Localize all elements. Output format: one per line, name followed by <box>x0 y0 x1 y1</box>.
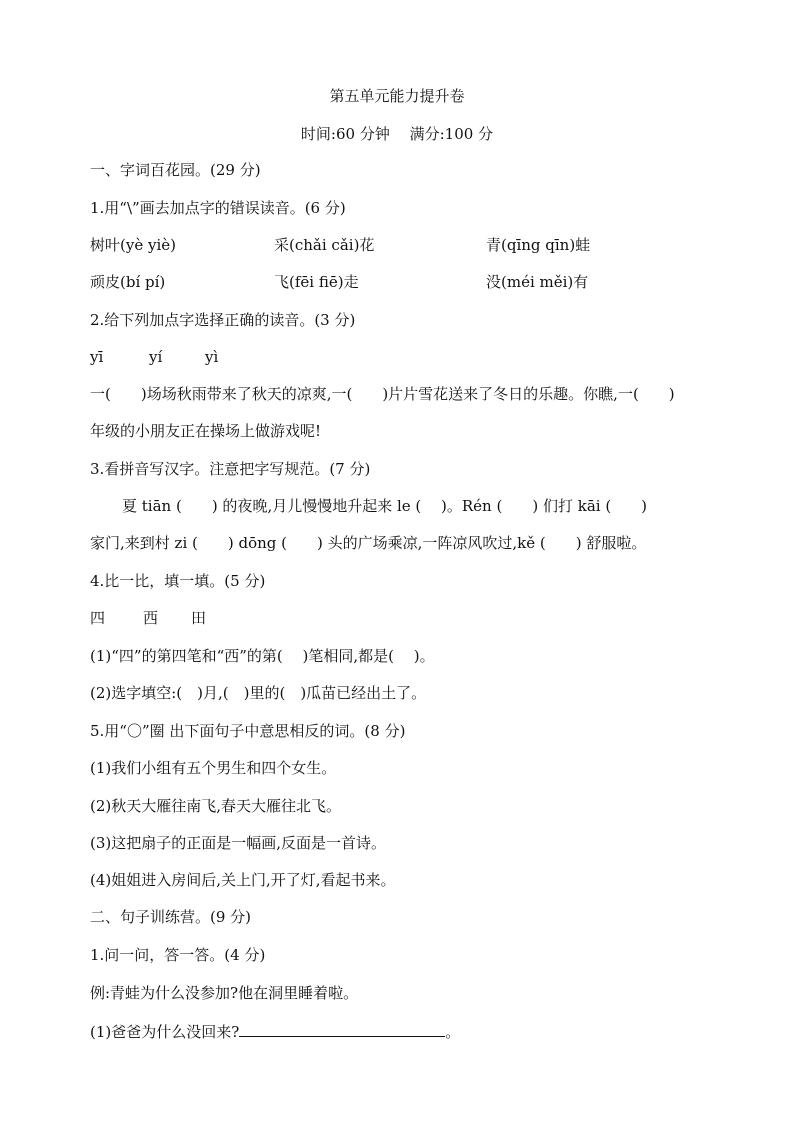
q5-item: (1)我们小组有五个男生和四个女生。 <box>90 759 337 777</box>
q4-prompt: 4.比一比，填一填。(5 分) <box>90 572 266 590</box>
compare-char: 四 <box>90 609 106 627</box>
answer-blank[interactable] <box>239 1020 445 1037</box>
q4-item: (2)选字填空:( )月,( )里的( )瓜苗已经出土了。 <box>90 684 427 702</box>
section-1-heading: 一、字词百花园。(29 分) <box>90 161 261 179</box>
q2-sentence: 一( )场场秋雨带来了秋天的凉爽,一( )片片雪花送来了冬日的乐趣。你瞧,一( ) <box>90 385 675 403</box>
q1-item: 青(qīng qīn)蛙 <box>486 236 591 254</box>
q5-item: (3)这把扇子的正面是一幅画,反面是一首诗。 <box>90 834 387 852</box>
period: 。 <box>445 1023 461 1041</box>
q3-prompt: 3.看拼音写汉字。注意把字写规范。(7 分) <box>90 460 371 478</box>
q1-item: 顽皮(bí pí) <box>90 273 166 291</box>
q2-prompt: 2.给下列加点字选择正确的读音。(3 分) <box>90 311 356 329</box>
s2-q1-item <box>90 1020 460 1042</box>
s2-q1-prompt: 1.问一问，答一答。(4 分) <box>90 946 266 964</box>
exam-meta: 时间:60 分钟 满分:100 分 <box>300 125 494 143</box>
q5-prompt: 5.用“〇”圈 出下面句子中意思相反的词。(8 分) <box>90 722 406 740</box>
question-text: (1)爸爸为什么没回来? <box>90 1023 240 1041</box>
section-2-heading: 二、句子训练营。(9 分) <box>90 908 252 926</box>
q1-item: 采(chǎi cǎi)花 <box>274 236 375 254</box>
example-text: 例:青蛙为什么没参加?他在洞里睡着啦。 <box>90 984 359 1002</box>
compare-char: 田 <box>191 609 207 627</box>
q3-passage: 家门,来到村 zi ( ) dōng ( ) 头的广场乘凉,一阵凉风吹过,kě ( ) 舒服啦。 <box>90 534 647 552</box>
q5-item: (2)秋天大雁往南飞,春天大雁往北飞。 <box>90 797 342 815</box>
pinyin-option: yí <box>149 348 163 366</box>
compare-char: 西 <box>143 609 159 627</box>
q1-item: 树叶(yè yiè) <box>90 236 176 254</box>
q1-item: 没(méi měi)有 <box>486 273 589 291</box>
page-title: 第五单元能力提升卷 <box>329 87 465 105</box>
q4-item: (1)“四”的第四笔和“西”的第( )笔相同,都是( )。 <box>90 647 435 665</box>
q5-item: (4)姐姐进入房间后,关上门,开了灯,看起书来。 <box>90 871 396 889</box>
q3-passage: 夏 tiān ( ) 的夜晚,月儿慢慢地升起来 le ( )。Rén ( ) 们打 kāi ( ) <box>122 497 648 515</box>
pinyin-option: yì <box>205 348 219 366</box>
pinyin-option: yī <box>90 348 104 366</box>
q2-sentence: 年级的小朋友正在操场上做游戏呢! <box>90 422 322 440</box>
q1-item: 飞(fēi fiē)走 <box>274 273 359 291</box>
q1-prompt: 1.用“\”画去加点字的错误读音。(6 分) <box>90 199 346 217</box>
